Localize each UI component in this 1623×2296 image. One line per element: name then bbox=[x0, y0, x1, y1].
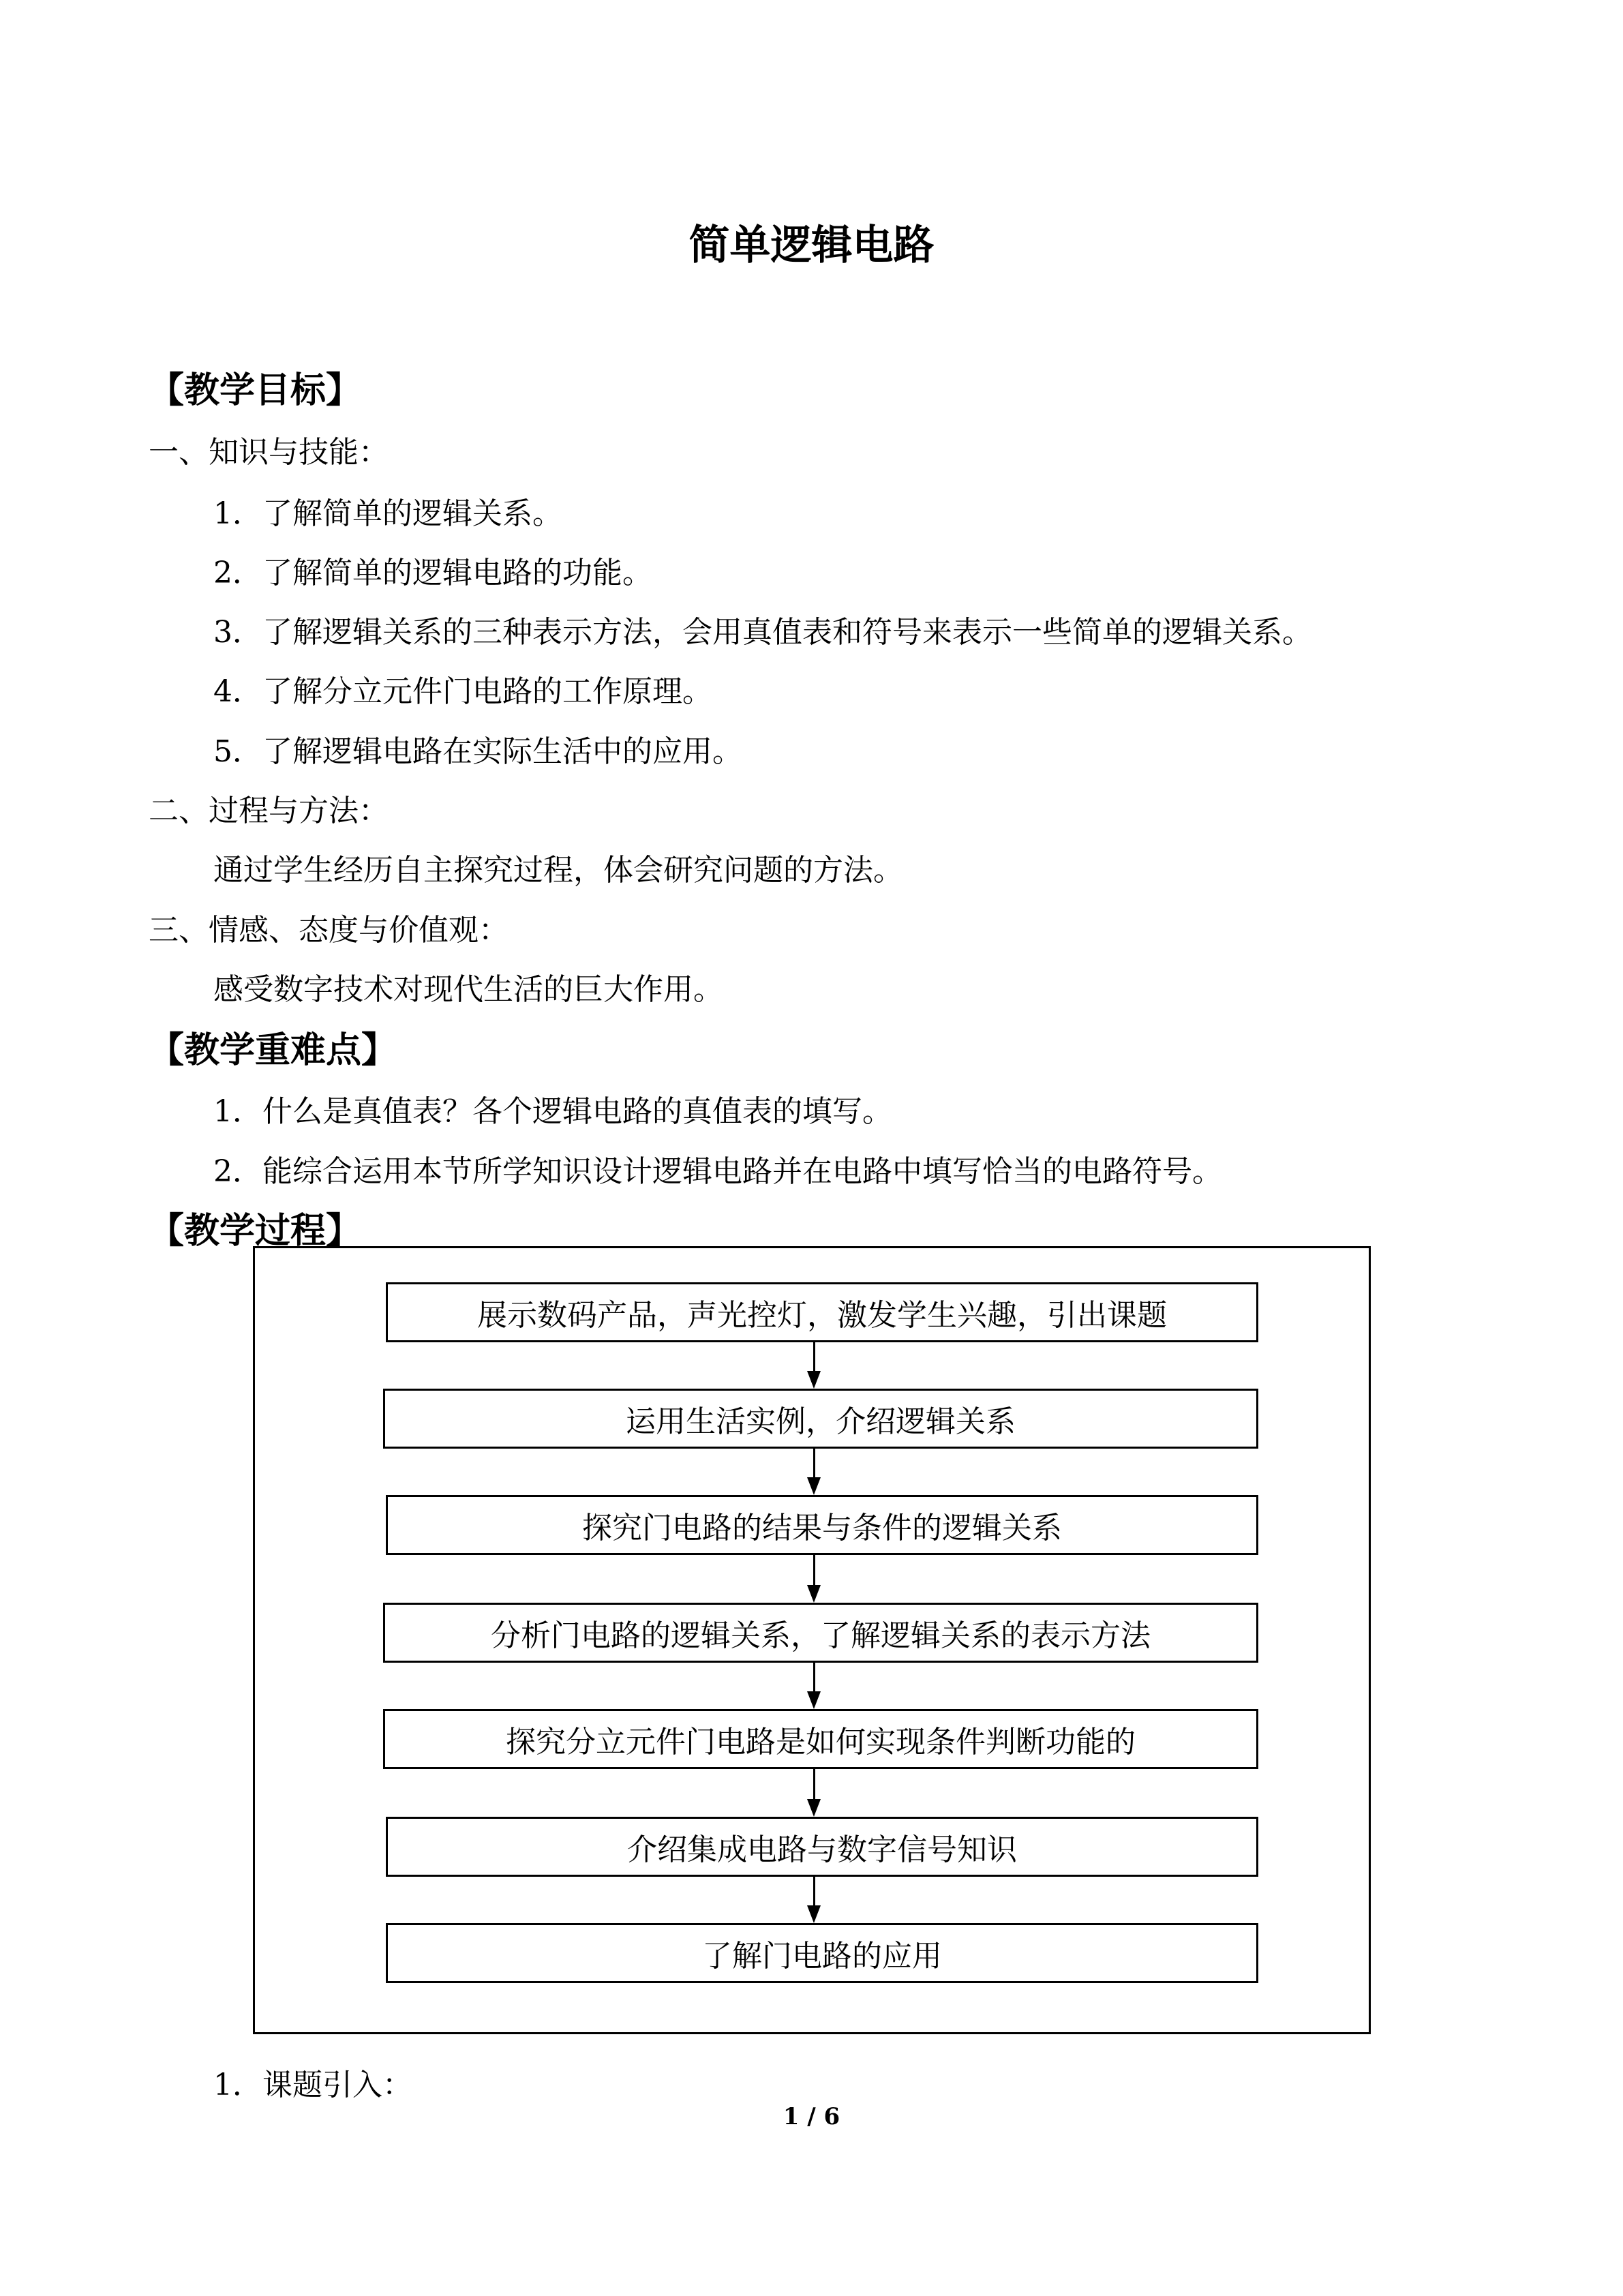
flow-arrow-3 bbox=[813, 1555, 815, 1585]
flow-arrow-4 bbox=[813, 1663, 815, 1691]
flow-arrowhead-2 bbox=[807, 1477, 821, 1495]
knowledge-item-1: 1．了解简单的逻辑关系。 bbox=[213, 496, 562, 531]
emotion-label: 三、情感、态度与价值观： bbox=[149, 913, 509, 948]
flow-step-5: 探究分立元件门电路是如何实现条件判断功能的 bbox=[383, 1709, 1258, 1769]
emotion-text: 感受数字技术对现代生活的巨大作用。 bbox=[213, 972, 723, 1007]
key-point-2: 2．能综合运用本节所学知识设计逻辑电路并在电路中填写恰当的电路符号。 bbox=[213, 1154, 1222, 1189]
flow-arrow-5 bbox=[813, 1769, 815, 1799]
lesson-intro-step: 1．课题引入： bbox=[213, 2068, 412, 2102]
knowledge-item-3: 3．了解逻辑关系的三种表示方法，会用真值表和符号来表示一些简单的逻辑关系。 bbox=[213, 615, 1312, 650]
page-title: 简单逻辑电路 bbox=[688, 222, 935, 269]
flow-step-6: 介绍集成电路与数字信号知识 bbox=[386, 1817, 1258, 1877]
flow-arrowhead-4 bbox=[807, 1691, 821, 1709]
objectives-heading: 【教学目标】 bbox=[149, 370, 362, 411]
flow-arrow-2 bbox=[813, 1449, 815, 1477]
key-points-heading: 【教学重难点】 bbox=[149, 1030, 397, 1071]
knowledge-item-4: 4．了解分立元件门电路的工作原理。 bbox=[213, 674, 712, 709]
flow-arrow-6 bbox=[813, 1877, 815, 1905]
key-point-1: 1．什么是真值表？各个逻辑电路的真值表的填写。 bbox=[213, 1094, 892, 1129]
process-text: 通过学生经历自主探究过程，体会研究问题的方法。 bbox=[213, 853, 903, 888]
flow-step-2: 运用生活实例，介绍逻辑关系 bbox=[383, 1389, 1258, 1449]
teaching-flowchart bbox=[253, 1246, 1371, 2034]
flow-step-4: 分析门电路的逻辑关系，了解逻辑关系的表示方法 bbox=[383, 1603, 1258, 1663]
flow-step-3: 探究门电路的结果与条件的逻辑关系 bbox=[386, 1495, 1258, 1555]
knowledge-label: 一、知识与技能： bbox=[149, 435, 389, 470]
flow-arrow-1 bbox=[813, 1342, 815, 1371]
flow-step-7: 了解门电路的应用 bbox=[386, 1923, 1258, 1983]
flow-arrowhead-6 bbox=[807, 1905, 821, 1923]
knowledge-item-5: 5．了解逻辑电路在实际生活中的应用。 bbox=[213, 734, 742, 769]
flow-arrowhead-5 bbox=[807, 1799, 821, 1817]
process-heading: 【教学过程】 bbox=[149, 1211, 362, 1252]
knowledge-item-2: 2．了解简单的逻辑电路的功能。 bbox=[213, 556, 652, 590]
flow-step-1: 展示数码产品，声光控灯，激发学生兴趣，引出课题 bbox=[386, 1282, 1258, 1342]
process-label: 二、过程与方法： bbox=[149, 794, 389, 828]
flow-arrowhead-3 bbox=[807, 1585, 821, 1603]
flow-arrowhead-1 bbox=[807, 1371, 821, 1389]
page-number: 1 / 6 bbox=[783, 2103, 840, 2130]
